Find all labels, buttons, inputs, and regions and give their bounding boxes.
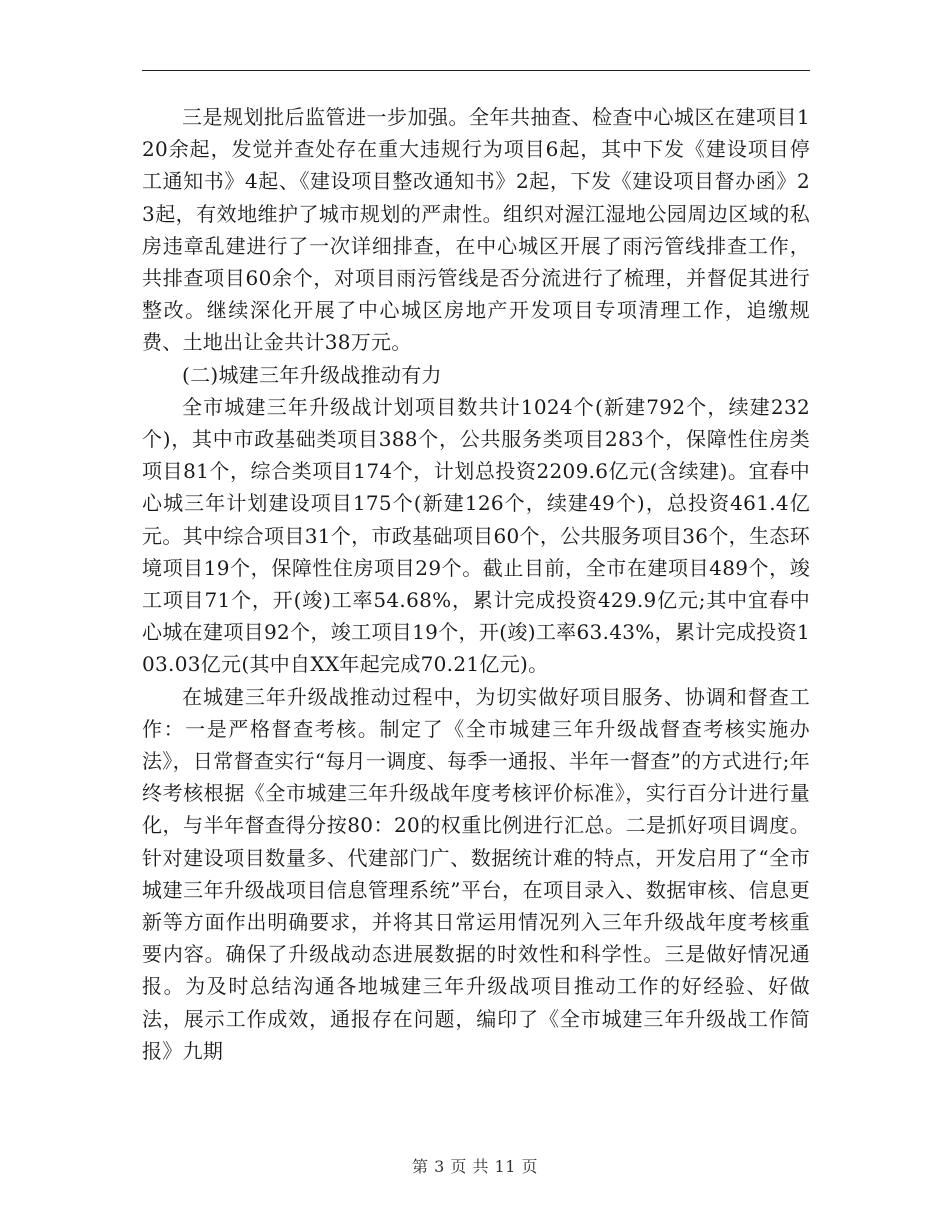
header-rule — [142, 70, 810, 71]
document-body — [142, 101, 810, 1067]
paragraph-project-statistics: 全市城建三年升级战计划项目数共计1024个(新建792个，续建232个)，其中市政基础类项目388个，公共服务类项目283个，保障性住房类项目81个，综合类项目174个，计划总投资2209.6亿元(含续建)。宜春中心城三年计划建设项目175个(新建126个，续建49个)，总投资461.4亿元。其中综合项目31个，市政基础项目60个，公共服务项目36个，生态环境项目19个，保障性住房项目29个。截止目前，全市在建项目489个，竣工项目71个，开(竣)工率54.68%，累计完成投资429.9亿元;其中宜春中心城在建项目92个，竣工项目19个，开(竣)工率63.43%，累计完成投资103.03亿元(其中自XX年起完成70.21亿元)。 — [142, 394, 810, 677]
paragraph-promotion-process: 在城建三年升级战推动过程中，为切实做好项目服务、协调和督查工作：一是严格督查考核。制定了《全市城建三年升级战督查考核实施办法》，日常督查实行“每月一调度、每季一通报、半年一督查”的方式进行;年终考核根据《全市城建三年升级战年度考核评价标准》，实行百分计进行量化，与半年督查得分按80：20的权重比例进行汇总。二是抓好项目调度。针对建设项目数量多、代建部门广、数据统计难的特点，开发启用了“全市城建三年升级战项目信息管理系统”平台，在项目录入、数据审核、信息更新等方面作出明确要求，并将其日常运用情况列入三年升级战年度考核重要内容。确保了升级战动态进展数据的时效性和科学性。三是做好情况通报。为及时总结沟通各地城建三年升级战项目推动工作的好经验、好做法，展示工作成效，通报存在问题，编印了《全市城建三年升级战工作简报》九期 — [142, 684, 810, 1063]
section-heading-urban-construction: (二)城建三年升级战推动有力 — [182, 362, 442, 387]
paragraph-planning-supervision: 三是规划批后监管进一步加强。全年共抽查、检查中心城区在建项目120余起，发觉并查处存在重大违规行为项目6起，其中下发《建设项目停工通知书》4起、《建设项目整改通知书》2起，下发《建设项目督办函》23起，有效地维护了城市规划的严肃性。组织对渥江湿地公园周边区域的私房违章乱建进行了一次详细排查，在中心城区开展了雨污管线排查工作，共排查项目60余个，对项目雨污管线是否分流进行了梳理，并督促其进行整改。继续深化开展了中心城区房地产开发项目专项清理工作，追缴规费、土地出让金共计38万元。 — [142, 105, 810, 355]
page-number-footer: 第 3 页 共 11 页 — [412, 1157, 538, 1176]
